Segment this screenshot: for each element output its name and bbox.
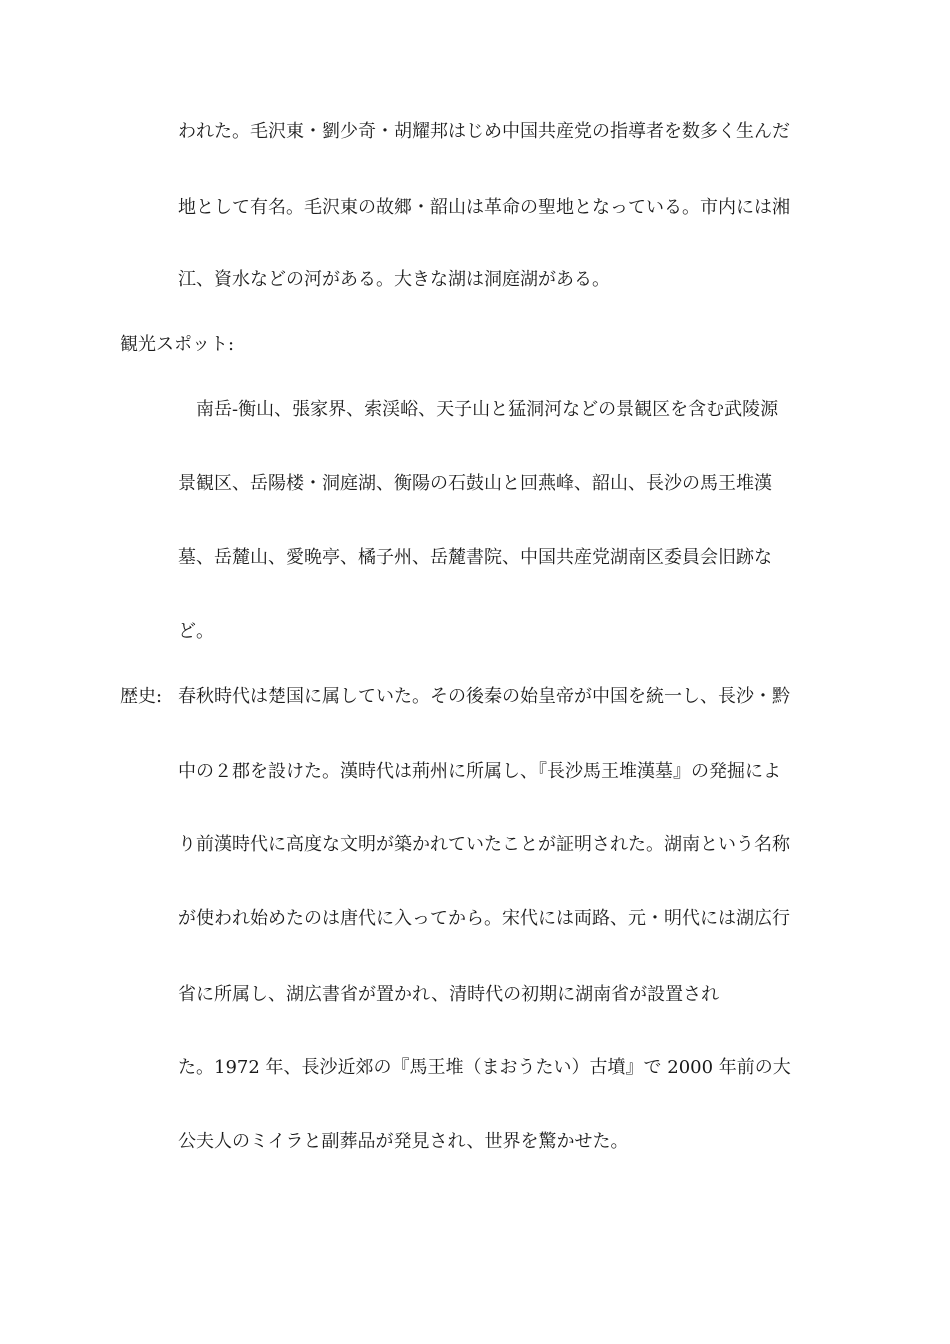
sightseeing-line-3: 墓、岳麓山、愛晩亭、橘子州、岳麓書院、中国共産党湖南区委員会旧跡な bbox=[178, 547, 772, 568]
history-line-5: 省に所属し、湖広書省が置かれ、清時代の初期に湖南省が設置され bbox=[178, 984, 720, 1005]
history-line-6: た。1972 年、長沙近郊の『馬王堆（まおうたい）古墳』で 2000 年前の大 bbox=[178, 1057, 791, 1078]
history-line-3: り前漢時代に高度な文明が築かれていたことが証明された。湖南という名称 bbox=[178, 834, 790, 855]
history-line-7: 公夫人のミイラと副葬品が発見され、世界を驚かせた。 bbox=[178, 1131, 629, 1152]
intro-line-1: われた。毛沢東・劉少奇・胡耀邦はじめ中国共産党の指導者を数多く生んだ bbox=[178, 121, 790, 142]
sightseeing-label: 観光スポット: bbox=[120, 334, 235, 355]
sightseeing-line-2: 景観区、岳陽楼・洞庭湖、衡陽の石鼓山と回燕峰、韶山、長沙の馬王堆漢 bbox=[178, 473, 772, 494]
sightseeing-line-4: ど。 bbox=[178, 621, 214, 642]
history-label: 歴史: bbox=[120, 686, 163, 707]
sightseeing-line-1: 南岳-衡山、張家界、索渓峪、天子山と猛洞河などの景観区を含む武陵源 bbox=[196, 399, 779, 420]
intro-line-2: 地として有名。毛沢東の故郷・韶山は革命の聖地となっている。市内には湘 bbox=[178, 197, 790, 218]
intro-line-3: 江、資水などの河がある。大きな湖は洞庭湖がある。 bbox=[178, 269, 610, 290]
history-line-2: 中の２郡を設けた。漢時代は荊州に所属し、『長沙馬王堆漢墓』の発掘によ bbox=[178, 761, 781, 782]
history-line-1: 春秋時代は楚国に属していた。その後秦の始皇帝が中国を統一し、長沙・黔 bbox=[178, 686, 790, 707]
history-line-4: が使われ始めたのは唐代に入ってから。宋代には両路、元・明代には湖広行 bbox=[178, 908, 790, 929]
